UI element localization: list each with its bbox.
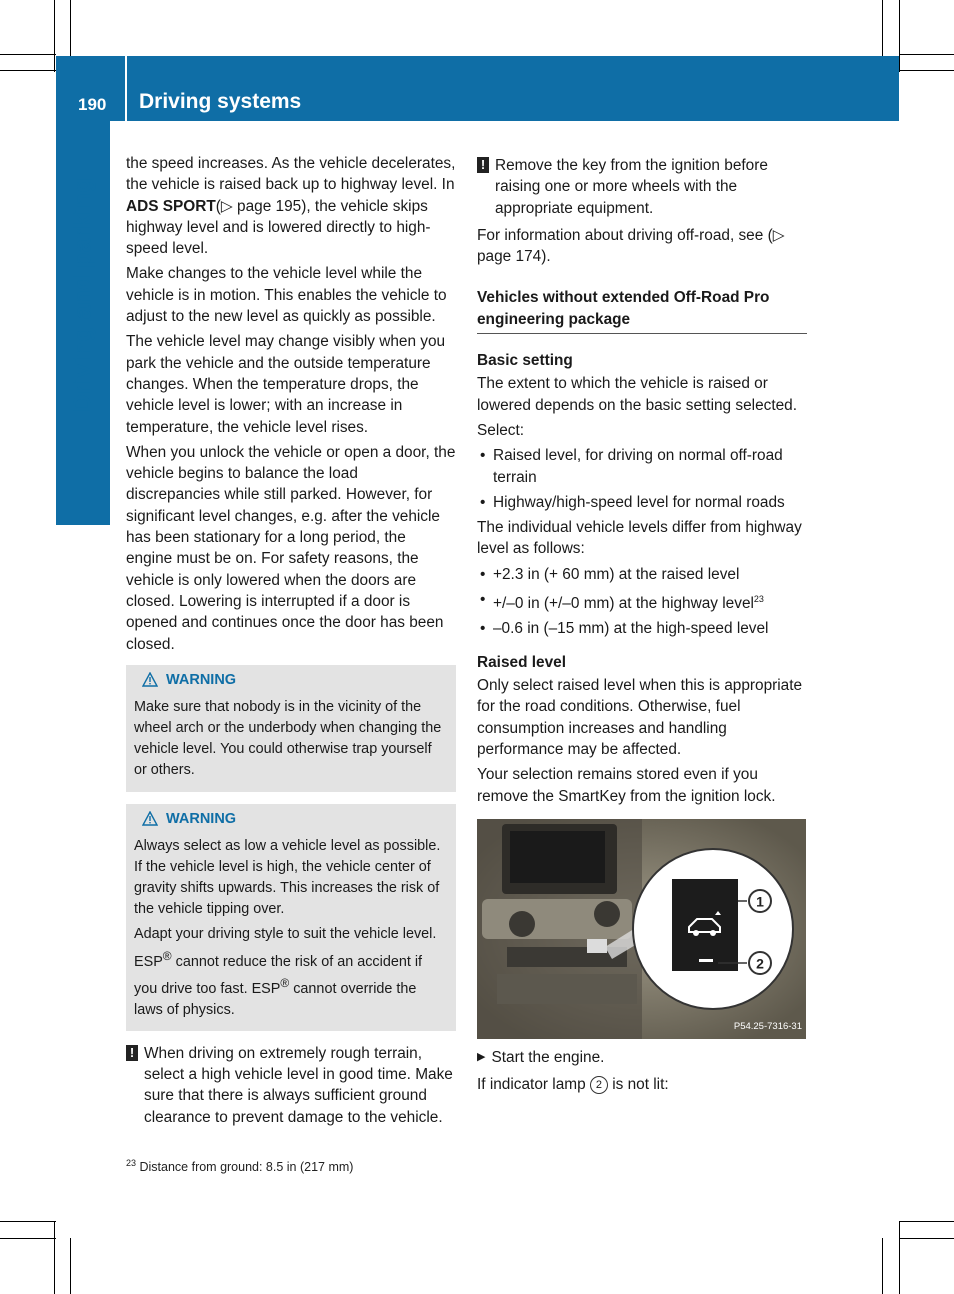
paragraph: The vehicle level may change visibly when you park the vehicle and the outside temperature changes. When the temperature drops, the vehicle level is lower; with an increase in temperature, the vehicle level rises. — [126, 333, 446, 436]
crop-mark — [899, 54, 954, 55]
warning-text — [134, 924, 448, 1020]
list-item: • Highway/high-speed level for normal roads — [477, 492, 807, 513]
footnote-text: Distance from ground: 8.5 in (217 mm) — [136, 1160, 354, 1175]
levels-list — [477, 564, 807, 640]
sub-heading: Basic setting — [477, 352, 573, 370]
crop-mark — [54, 1221, 55, 1294]
side-tab-label: Driving and parking — [68, 177, 97, 413]
list-item — [477, 589, 807, 614]
paragraph: The extent to which the vehicle is raised or lowered depends on the basic setting selected. — [477, 375, 797, 414]
footnote-reference: 23 — [753, 594, 764, 605]
warning-box — [126, 665, 456, 792]
step-arrow-icon: ▶ — [477, 1050, 486, 1063]
center-console-figure — [477, 819, 806, 1039]
figure-label: P54.25-7316-31 — [733, 1020, 802, 1032]
footnote-number: 23 — [126, 1158, 137, 1168]
crop-mark — [0, 1221, 56, 1222]
paragraph: The individual vehicle levels differ from highway level as follows: — [477, 519, 802, 558]
footnote — [126, 1158, 353, 1174]
exclamation-icon: ! — [477, 157, 489, 173]
warning-title: WARNING — [166, 671, 237, 688]
crop-mark — [0, 1238, 56, 1239]
warning-box — [126, 804, 456, 1031]
warning-triangle-icon — [142, 672, 158, 687]
crop-mark — [882, 0, 883, 56]
sub-heading: Raised level — [477, 653, 566, 671]
page-reference: (▷ page 195), — [215, 197, 311, 215]
paragraph: Select: — [477, 421, 525, 439]
crop-mark — [70, 1238, 71, 1294]
caution-note — [477, 155, 807, 219]
paragraph-text: the vehicle skips highway level and is lowered directly to high-speed level. — [126, 197, 431, 258]
indicator-lamp-callout: 2 — [590, 1076, 608, 1094]
paragraph-text: the speed increases. As the vehicle decelerates, the vehicle is raised back up to highway level. In — [126, 155, 456, 194]
crop-mark — [882, 1238, 883, 1294]
warning-text-part: Adapt your driving style to suit the vehicle level. ESP — [134, 926, 437, 970]
note-text: Remove the key from the ignition before raising one or more wheels with the appropriate equipment. — [495, 157, 768, 217]
list-item: • Raised level, for driving on normal off-road terrain — [477, 445, 807, 488]
callout-1: 1 — [756, 893, 764, 910]
crop-mark — [899, 0, 900, 72]
warning-title: WARNING — [166, 810, 237, 827]
paragraph-text: If indicator lamp — [477, 1076, 590, 1094]
warning-text-part: cannot reduce the risk of an accident if you drive too fast. ESP — [134, 953, 423, 997]
note-text: When driving on extremely rough terrain, select a high vehicle level in good time. Make sure that there is always sufficient ground clearance to prevent damage to the vehicle. — [144, 1044, 453, 1126]
ads-sport-term: ADS SPORT — [126, 197, 216, 215]
warning-triangle-icon — [142, 811, 158, 826]
instruction-step — [477, 1047, 807, 1068]
paragraph: For information about driving off-road, see (▷ page 174). — [477, 226, 785, 266]
crop-mark — [0, 70, 56, 71]
exclamation-icon: ! — [126, 1045, 138, 1061]
side-tab — [56, 120, 110, 470]
warning-text: Always select as low a vehicle level as possible. If the vehicle level is high, the vehicle center of gravity shifts upwards. This increases the risk of the vehicle tipping over. — [134, 837, 441, 918]
crop-mark — [0, 54, 56, 55]
crop-mark — [54, 0, 55, 72]
paragraph: Make changes to the vehicle level while the vehicle is in motion. This enables the vehicle to adjust to the new level as quickly as possible. — [126, 265, 447, 326]
step-text: Start the engine. — [491, 1048, 605, 1066]
select-list — [477, 445, 807, 513]
warning-text: Make sure that nobody is in the vicinity of the wheel arch or the underbody when changing the vehicle level. You could otherwise trap yourself or others. — [134, 698, 442, 779]
list-item: • +2.3 in (+ 60 mm) at the raised level — [477, 564, 807, 585]
crop-mark — [899, 70, 954, 71]
section-title: Driving systems — [139, 90, 302, 113]
list-item-text: +/–0 in (+/–0 mm) at the highway level — [493, 595, 754, 613]
warning-heading — [142, 808, 448, 830]
left-column — [126, 153, 456, 1132]
header-divider — [125, 56, 127, 121]
callout-2: 2 — [756, 955, 764, 972]
center-console-illustration — [477, 819, 806, 1039]
paragraph: When you unlock the vehicle or open a door, the vehicle begins to balance the load discrepancies while still parked. However, for significant level changes, e.g. after the vehicle has been stationary for a long period, the engine must be on. For safety reasons, the vehicle is only lowered when the doors are closed. Lowering is interrupted if a door is opened and continues once the door has been closed. — [126, 443, 456, 653]
caution-note — [126, 1043, 456, 1128]
right-column — [477, 153, 807, 1099]
crop-mark — [899, 1221, 900, 1294]
crop-mark — [899, 1238, 954, 1239]
warning-heading — [142, 669, 448, 691]
crop-mark — [70, 0, 71, 56]
registered-mark: ® — [162, 948, 172, 963]
list-item: • –0.6 in (–15 mm) at the high-speed level — [477, 618, 807, 639]
registered-mark: ® — [280, 975, 290, 990]
paragraph: Your selection remains stored even if you remove the SmartKey from the ignition lock. — [477, 766, 776, 805]
paragraph-text: is not lit: — [607, 1076, 669, 1094]
paragraph — [477, 1074, 807, 1095]
paragraph: Only select raised level when this is appropriate for the road conditions. Otherwise, fuel consumption increases and handling performance may be affected. — [477, 677, 803, 758]
paragraph — [126, 153, 456, 259]
section-heading: Vehicles without extended Off-Road Pro engineering package — [477, 287, 807, 334]
crop-mark — [899, 1221, 954, 1222]
warning-text-part: cannot override the laws of physics. — [134, 980, 417, 1018]
page-number: 190 — [78, 95, 107, 114]
